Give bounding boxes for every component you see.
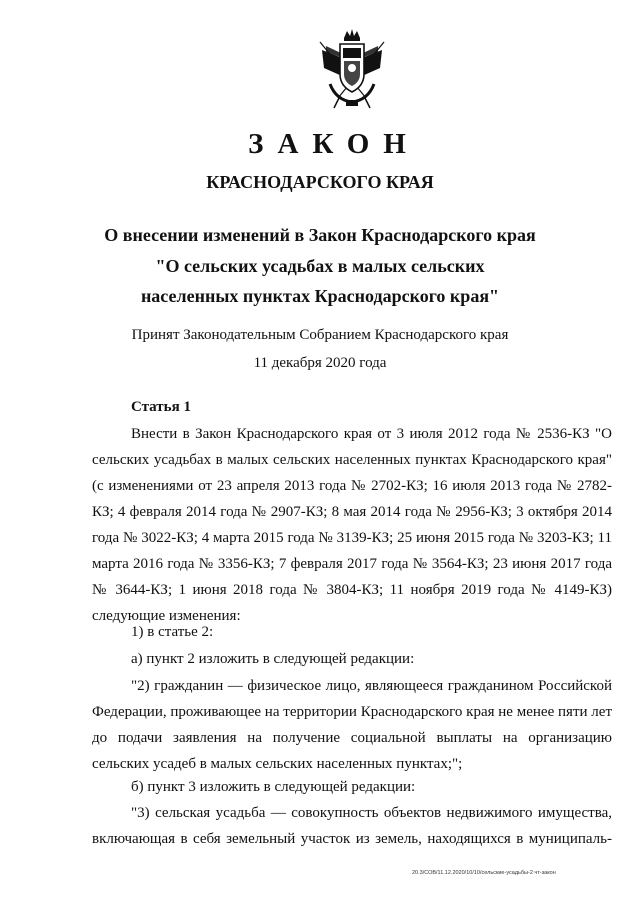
document-code-footer: 20.3/СОВ/11.12.2020/10/10/сельские-усадьбы-2 чт-закон bbox=[412, 870, 556, 876]
coat-of-arms-emblem bbox=[316, 28, 388, 110]
quoted-point-3-paragraph: "3) сельская усадьба — совокупность объектов недвижимого имущества, включающая в себя земельный участок из земель, находящихся в муниципаль- bbox=[92, 805, 612, 847]
law-title-line-3: населенных пунктах Краснодарского края" bbox=[140, 286, 500, 306]
region-heading: КРАСНОДАРСКОГО КРАЯ bbox=[206, 172, 434, 192]
law-title-line-1: О внесении изменений в Закон Краснодарского края bbox=[104, 225, 536, 245]
adoption-date: 11 декабря 2020 года bbox=[253, 355, 387, 371]
law-title-line-2: "О сельских усадьбах в малых сельских bbox=[155, 256, 485, 276]
law-heading: ЗАКОН bbox=[248, 128, 420, 160]
article-heading: Статья 1 bbox=[131, 399, 191, 415]
article-intro-paragraph: Внести в Закон Краснодарского края от 3 июля 2012 года № 2536-КЗ "О сельских усадьбах в малых сельских населенных пунктах Краснодарского края" (с изменениями от 23 апреля 2013 года № 2702-КЗ; 16 июля 2013 года № 2782-КЗ; 4 февраля 2014 года № 2907-КЗ; 8 мая 2014 года № 2956-КЗ; 3 октября 2014 года № 3022-КЗ; 4 марта 2015 года № 3139-КЗ; 25 июня 2015 года № 3203-КЗ; 11 марта 2016 года № 3356-КЗ; 7 февраля 2017 года № 3564-КЗ; 23 июня 2017 года № 3644-КЗ; 1 июня 2018 года № 3804-КЗ; 11 ноября 2019 года № 4149-КЗ) следующие изменения: bbox=[92, 426, 612, 624]
item-1-paragraph: 1) в статье 2: bbox=[131, 624, 214, 640]
quoted-point-2-paragraph: "2) гражданин — физическое лицо, являющееся гражданином Российской Федерации, проживающее на территории Краснодарского края не менее пяти лет до подачи заявления на получение социальной выплаты на организацию сельских усадеб в малых сельских населенных пунктах;"; bbox=[92, 678, 612, 772]
adoption-statement: Принят Законодательным Собранием Краснодарского края bbox=[131, 327, 509, 343]
item-a-paragraph: а) пункт 2 изложить в следующей редакции: bbox=[131, 651, 415, 667]
item-b-paragraph: б) пункт 3 изложить в следующей редакции: bbox=[131, 779, 416, 795]
